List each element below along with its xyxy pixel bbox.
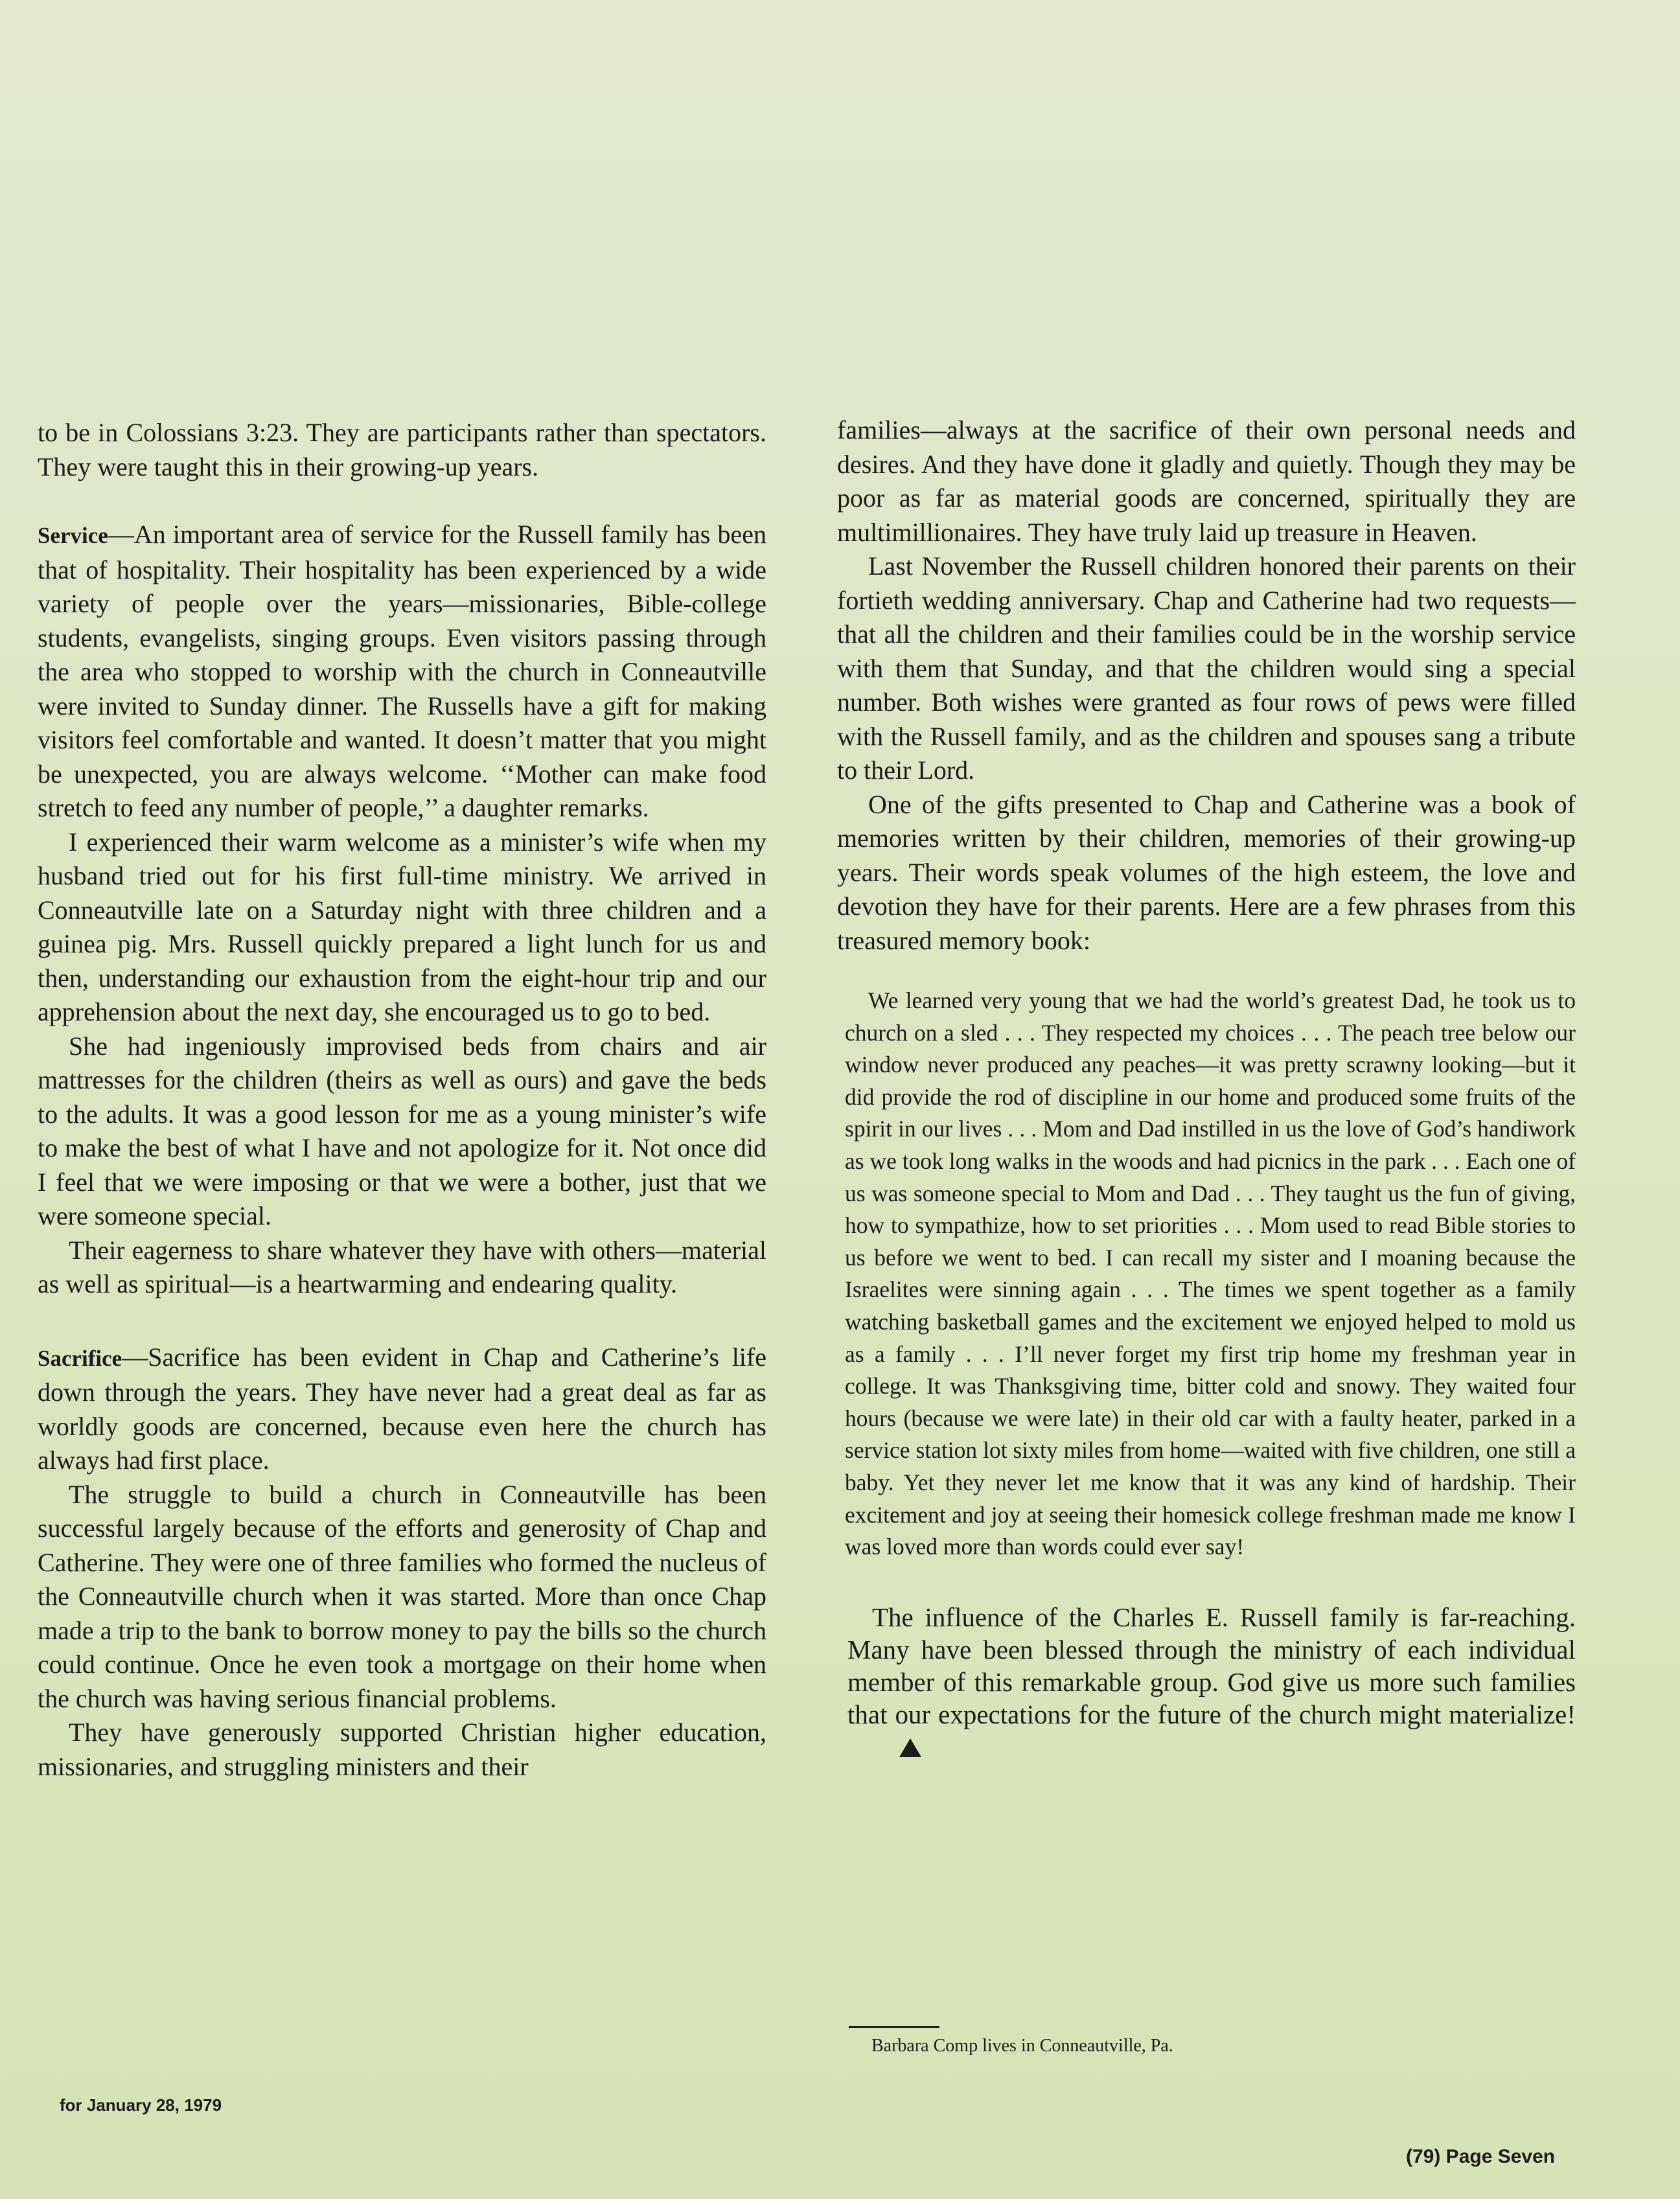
section-gap [837, 1563, 1576, 1601]
sacrifice-paragraph [38, 1341, 766, 1478]
closing-paragraph [837, 1601, 1576, 1763]
service-text: —An important area of service for the Russell family has been that of hospitality. Their hospitality has been experienced by a wide variety of people over the years—missionaries, Bible-college students, evangelists, singing groups. Even visitors passing through the area who stopped to worship with the church in Conneautville were invited to Sunday dinner. The Russells have a gift for making visitors feel comfortable and wanted. It doesn’t matter that you might be unexpected, you are always welcome. ‘‘Mother can make food stretch to feed any number of people,’’ a daughter remarks. [38, 520, 766, 822]
quote-text: We learned very young that we had the world’s greatest Dad, he took us to church on a sled . . . They respected my choices . . . The peach tree below our window never produced any peaches—it was pretty scrawny looking—but it did provide the rod of discipline in our home and produced some fruits of the spirit in our lives . . . Mom and Dad instilled in us the love of God’s handiwork as we took long walks in the woods and had picnics in the park . . . Each one of us was someone special to Mom and Dad . . . They taught us the fun of giving, how to sympathize, how to set priorities . . . Mom used to read Bible stories to us before we went to bed. I can recall my sister and I moaning because the Israelites were sinning again . . . The times we spent together as a family watching basketball games and the excitement we enjoyed helped to mold us as a family . . . I’ll never forget my first trip home my freshman year in college. It was Thanksgiving time, bitter cold and snowy. They waited four hours (because we were late) in their old car with a faulty heater, parked in a service station lot sixty miles from home—waited with five children, one still a baby. Yet they never let me know that it was any kind of hardship. Their excitement and joy at seeing their homesick college freshman made me know I was loved more than words could ever say! [845, 987, 1576, 1560]
footnote-rule [849, 2026, 939, 2028]
closing-text: The influence of the Charles E. Russell family is far-reaching. Many have been blessed through the ministry of each individual member of this remarkable group. God give us more such families that our expectations for the future of the church might materialize! [847, 1602, 1576, 1729]
paragraph: The struggle to build a church in Conneautville has been successful largely because of the efforts and generosity of Chap and Catherine. They were one of three families who formed the nucleus of the Conneautville church when it was started. More than once Chap made a trip to the bank to borrow money to pay the bills so the church could continue. Once he even took a mortgage on their home when the church was having serious financial problems. [38, 1479, 766, 1713]
paragraph: I experienced their warm welcome as a minister’s wife when my husband tried out for his first full-time ministry. We arrived in Conneautville late on a Saturday night with three children and a guinea pig. Mrs. Russell quickly prepared a light lunch for us and then, understanding our exhaustion from the eight-hour trip and our apprehension about the next day, she encouraged us to go to bed. [38, 827, 766, 1026]
section-heading-service: Service [38, 523, 108, 548]
left-column [38, 416, 766, 1784]
paragraph: families—always at the sacrifice of their own personal needs and desires. And they have done it gladly and quietly. Though they may be poor as far as material goods are concerned, spiritually they are multimillionaires. They have truly laid up treasure in Heaven. [837, 415, 1576, 547]
paragraph: One of the gifts presented to Chap and Catherine was a book of memories written by their children, memories of their growing-up years. Their words speak volumes of the high esteem, the love and devotion they have for their parents. Here are a few phrases from this treasured memory book: [837, 789, 1576, 955]
paragraph: They have generously supported Christian higher education, missionaries, and struggling ministers and their [38, 1718, 766, 1781]
right-column [837, 413, 1576, 1763]
sacrifice-text: —Sacrifice has been evident in Chap and Catherine’s life down through the years. They have never had a great deal as far as worldly goods are concerned, because even here the church has always had first place. [38, 1342, 766, 1475]
paragraph: to be in Colossians 3:23. They are participants rather than spectators. They were taught this in their growing-up years. [38, 418, 766, 481]
memory-book-quote [837, 985, 1576, 1563]
section-gap [38, 484, 766, 518]
paragraph: She had ingeniously improvised beds from chairs and air mattresses for the children (theirs as well as ours) and gave the beds to the adults. It was a good lesson for me as a young minister’s wife to make the best of what I have and not apologize for it. Not once did I feel that we were imposing or that we were a bother, just that we were someone special. [38, 1031, 766, 1230]
issue-date: for January 28, 1979 [60, 2095, 222, 2115]
section-gap [38, 1302, 766, 1341]
page-number: (79) Page Seven [1406, 2146, 1556, 2167]
section-gap [837, 958, 1576, 985]
author-note: Barbara Comp lives in Conneautville, Pa. [871, 2036, 1173, 2056]
paragraph: Their eagerness to share whatever they have with others—material as well as spiritual—is a heartwarming and endearing quality. [38, 1235, 766, 1298]
black-triangle-icon [899, 1738, 921, 1757]
paragraph: Last November the Russell children honored their parents on their fortieth wedding anniversary. Chap and Catherine had two requests—that all the children and their families could be in the worship service with them that Sunday, and that the children would sing a special number. Both wishes were granted as four rows of pews were filled with the Russell family, and as the children and spouses sang a tribute to their Lord. [837, 551, 1576, 785]
service-paragraph [38, 518, 766, 825]
section-heading-sacrifice: Sacrifice [38, 1345, 122, 1371]
